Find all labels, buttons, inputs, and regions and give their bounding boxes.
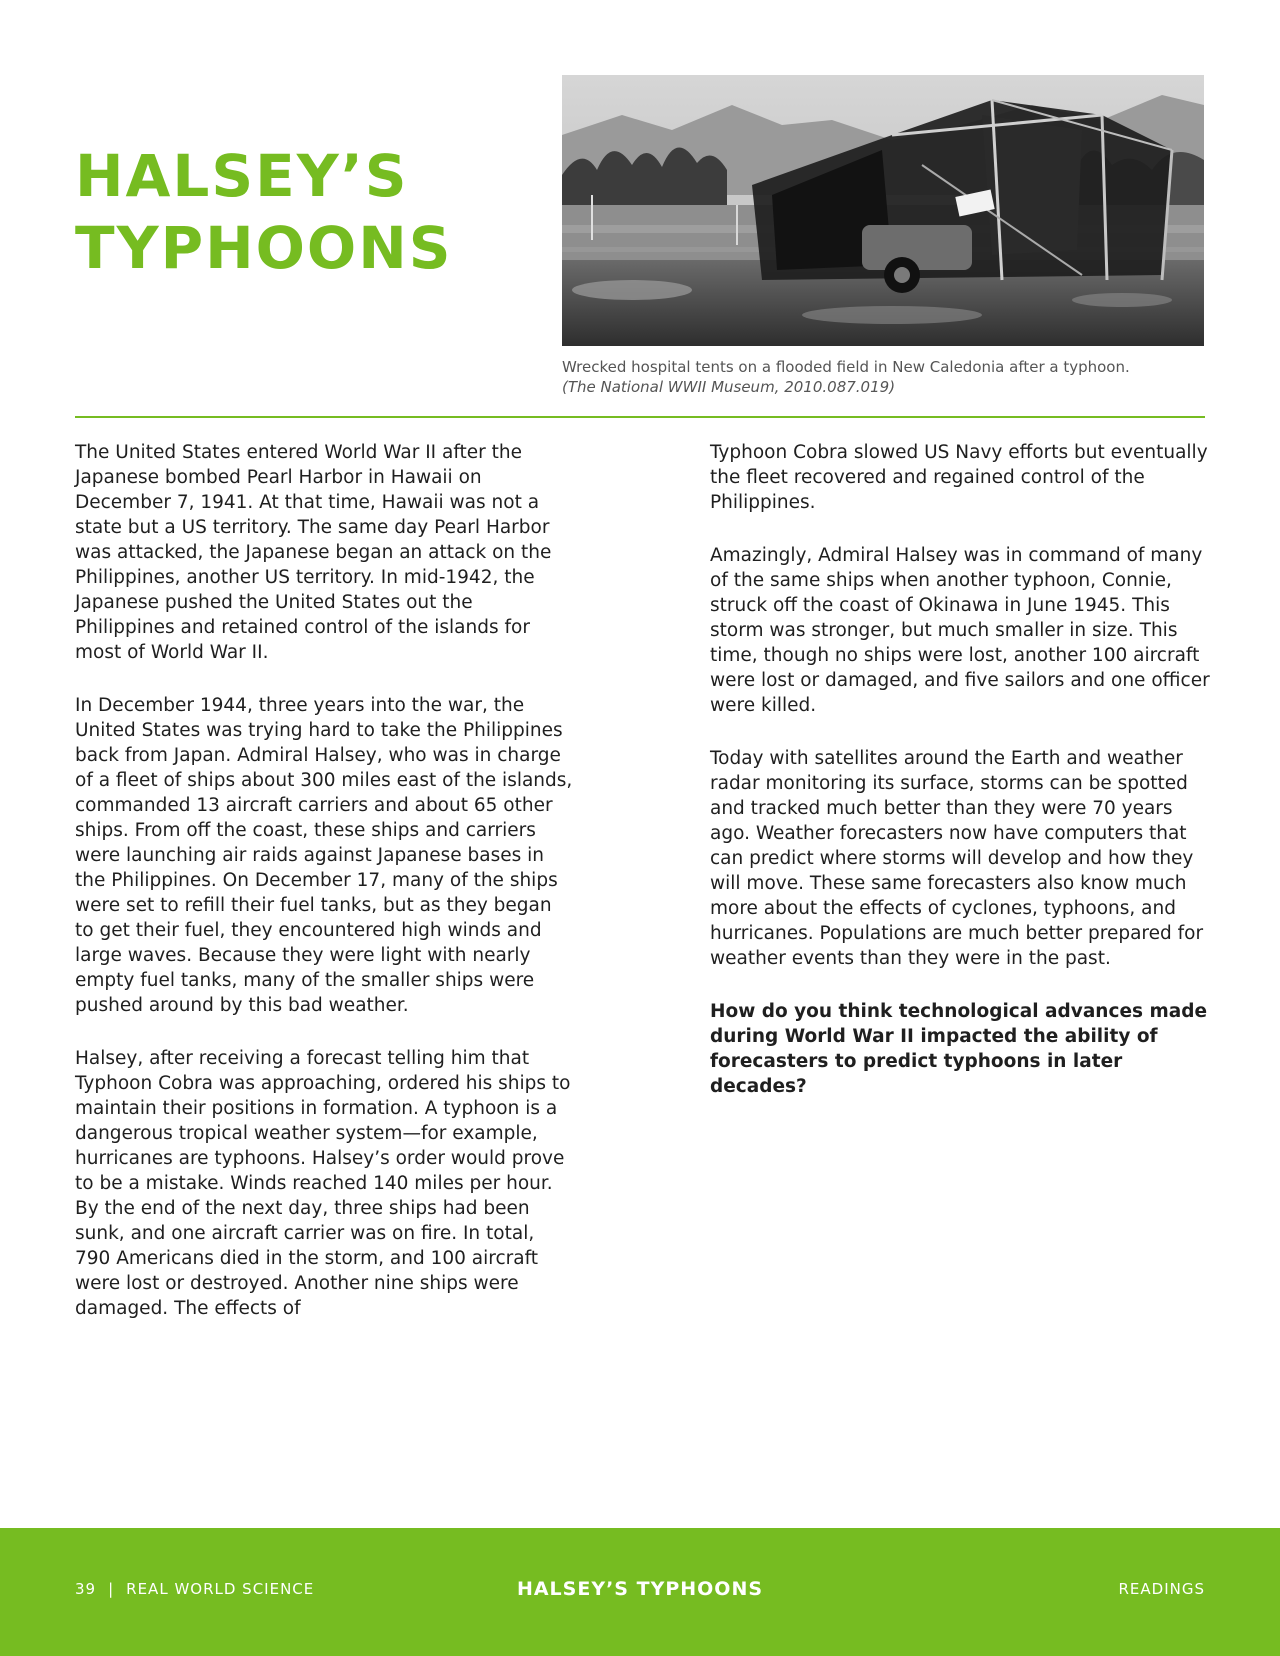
body-paragraph: Today with satellites around the Earth and weather radar monitoring its surface, storms can be spotted and tracked much better than they were 70 years ago. Weather forecasters now have computers that can predict where storms will develop and how they will move. These same forecasters also know much more about the effects of cyclones, typhoons, and hurricanes. Populations are much better prepared for weather events than they were in the past.: [710, 748, 1204, 969]
body-paragraph: Amazingly, Admiral Halsey was in command of many of the same ships when another typhoon, Connie, struck off the coast of Okinawa in June 1945. This storm was stronger, but much smaller in size. This time, though no ships were lost, another 100 aircraft were lost or damaged, and five sailors and one officer were killed.: [710, 545, 1210, 716]
page-number: 39: [75, 1580, 97, 1598]
section-divider: [75, 416, 1205, 418]
body-paragraph: Halsey, after receiving a forecast telling him that Typhoon Cobra was approaching, ordered his ships to maintain their positions in formation. A typhoon is a dangerous tropical weather system—for example, hurricanes are typhoons. Halsey’s order would prove to be a mistake. Winds reached 140 miles per hour. By the end of the next day, three ships had been sunk, and one aircraft carrier was on fire. In total, 790 Americans died in the storm, and 100 aircraft were lost or destroyed. Another nine ships were damaged. The effects of: [75, 1048, 571, 1319]
body-column-left: [75, 440, 575, 1349]
photo-illustration: [562, 75, 1204, 346]
title-line-1: HALSEY’S: [75, 142, 409, 210]
title-line-2: TYPHOONS: [75, 214, 453, 282]
page-footer: [0, 1528, 1280, 1656]
caption-credit: (The National WWII Museum, 2010.087.019): [562, 378, 896, 396]
photo-caption: [562, 357, 1212, 397]
body-paragraph: In December 1944, three years into the war, the United States was trying hard to take the Philippines back from Japan. Admiral Halsey, who was in charge of a fleet of ships about 300 miles east of the islands, commanded 13 aircraft carriers and about 65 other ships. From off the coast, these ships and carriers were launching air raids against Japanese bases in the Philippines. On December 17, many of the ships were set to refill their fuel tanks, but as they began to get their fuel, they encountered high winds and large waves. Because they were light with nearly empty fuel tanks, many of the smaller ships were pushed around by this bad weather.: [75, 695, 573, 1016]
body-paragraph: The United States entered World War II after the Japanese bombed Pearl Harbor in Hawaii on December 7, 1941. At that time, Hawaii was not a state but a US territory. The same day Pearl Harbor was attacked, the Japanese began an attack on the Philippines, another US territory. In mid-1942, the Japanese pushed the United States out the Philippines and retained control of the islands for most of World War II.: [75, 442, 552, 663]
body-paragraph: Typhoon Cobra slowed US Navy efforts but eventually the fleet recovered and regained control of the Philippines.: [710, 442, 1208, 513]
caption-text: Wrecked hospital tents on a flooded field in New Caledonia after a typhoon.: [562, 358, 1130, 376]
hospital-tents-photo: [562, 75, 1204, 346]
book-title: REAL WORLD SCIENCE: [126, 1580, 315, 1598]
discussion-question: How do you think technological advances made during World War II impacted the ability of forecasters to predict typhoons in later decades?: [710, 1001, 1207, 1097]
chapter-title: HALSEY’S TYPHOONS: [516, 1578, 764, 1600]
section-label: READINGS: [1118, 1580, 1205, 1598]
body-column-right: [710, 440, 1210, 1127]
page-title: [75, 140, 535, 284]
footer-separator: |: [108, 1580, 115, 1598]
